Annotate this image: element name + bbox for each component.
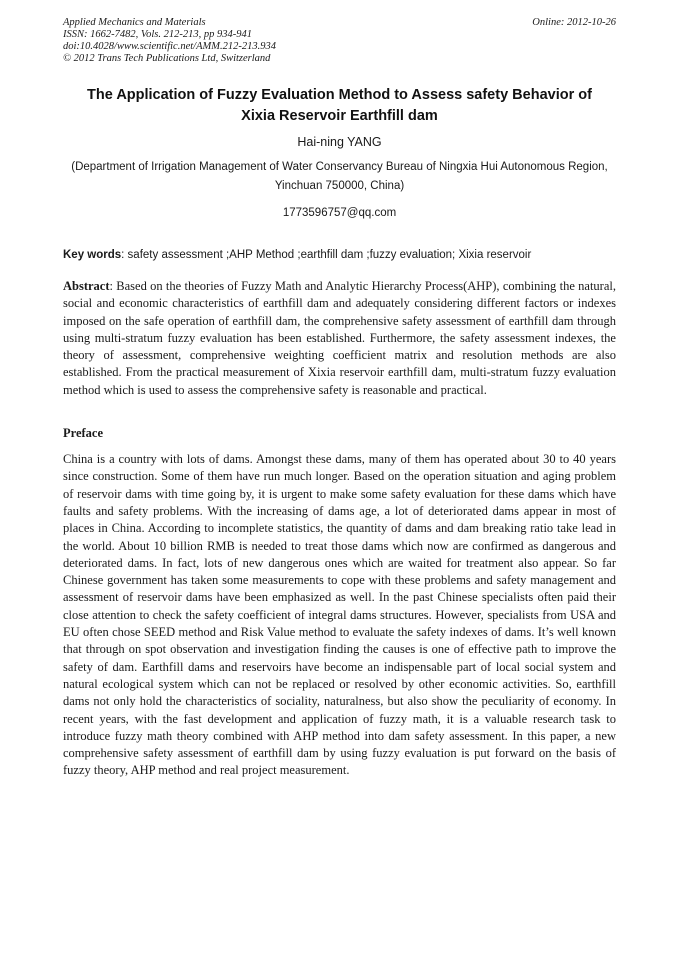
- copyright-line: © 2012 Trans Tech Publications Ltd, Switzerland: [63, 53, 271, 64]
- keywords-line: [63, 248, 616, 263]
- abstract-paragraph: [63, 278, 616, 399]
- keywords-text: : safety assessment ;AHP Method ;earthfill dam ;fuzzy evaluation; Xixia reservoir: [121, 249, 532, 261]
- section-heading-preface: Preface: [63, 426, 104, 441]
- doi-line: doi:10.4028/www.scientific.net/AMM.212-213.934: [63, 41, 276, 52]
- author-email: 1773596757@qq.com: [282, 207, 397, 219]
- journal-header: [63, 17, 616, 65]
- abstract-label: Abstract: [63, 279, 110, 293]
- journal-name: Applied Mechanics and Materials: [63, 17, 206, 28]
- issn-line: ISSN: 1662-7482, Vols. 212-213, pp 934-941: [63, 29, 252, 40]
- keywords-label: Key words: [63, 249, 122, 261]
- online-date: Online: 2012-10-26: [532, 17, 616, 28]
- abstract-text: : Based on the theories of Fuzzy Math and Analytic Hierarchy Process(AHP), combining the natural, social and economic characteristics of earthfill dam and adequately considering different factors or indexes imposed on the safe operation of earthfill dam, the comprehensive safety assessment of earthfill dam through using multi-stratum fuzzy evaluation has been established. Furthermore, the safety assessment indexes, the theory of assessment, comprehensive weighting coefficient matrix and resolution methods are also established. From the practical measurement of Xixia reservoir earthfill dam, multi-stratum fuzzy evaluation method which is used to assess the comprehensive safety is reasonable and practical.: [63, 279, 616, 397]
- author-name: Hai-ning YANG: [297, 135, 382, 149]
- paper-title: The Application of Fuzzy Evaluation Method to Assess safety Behavior of Xixia Reservoir Earthfill dam: [87, 87, 592, 124]
- preface-paragraph: China is a country with lots of dams. Amongst these dams, many of them has operated about 30 to 40 years since construction. Some of them have run much longer. Based on the operation situation and aging problem of reservoir dams with time going by, it is urgent to make some safety evaluation for these dams which have faults and safety problems. With the increasing of dams age, a lot of deteriorated dams appear in most of places in China. According to incomplete statistics, the quantity of dams and dam breaking ratio take lead in the world. About 10 billion RMB is needed to treat those dams which now are confirmed as dangerous and deteriorated dams. In fact, lots of new dangerous ones which are waited for treatment also appear. So far Chinese government has taken some measurements to cope with these problems and safety management and assessment of reservoir dams have been emphasized as well. In the past Chinese specialists often paid their close attention to check the safety coefficient of integral dams structures. However, specialists from USA and EU often chose SEED method and Risk Value method to evaluate the safety indexes of dams. It’s well known that through on spot observation and investigation finding the causes is one of effective path to improve the safety of dam. Earthfill dams and reservoirs have become an indispensable part of local social system and natural ecological system which can not be replaced or resolved by other economic activities. So, earthfill dams not only hold the characteristics of sociality, naturalness, but also show the peculiarity of economy. In recent years, with the fast development and application of fuzzy math, it is a valuable research task to introduce fuzzy math theory combined with AHP method into dam safety assessment. In this paper, a new comprehensive safety assessment of earthfill dam by using fuzzy evaluation is put forward on the basis of fuzzy theory, AHP method and real project measurement.: [63, 452, 616, 778]
- author-affiliation: (Department of Irrigation Management of Water Conservancy Bureau of Ningxia Hui Autonomous Region, Yinchuan 750000, China): [71, 161, 608, 192]
- journal-header-left: [63, 17, 276, 65]
